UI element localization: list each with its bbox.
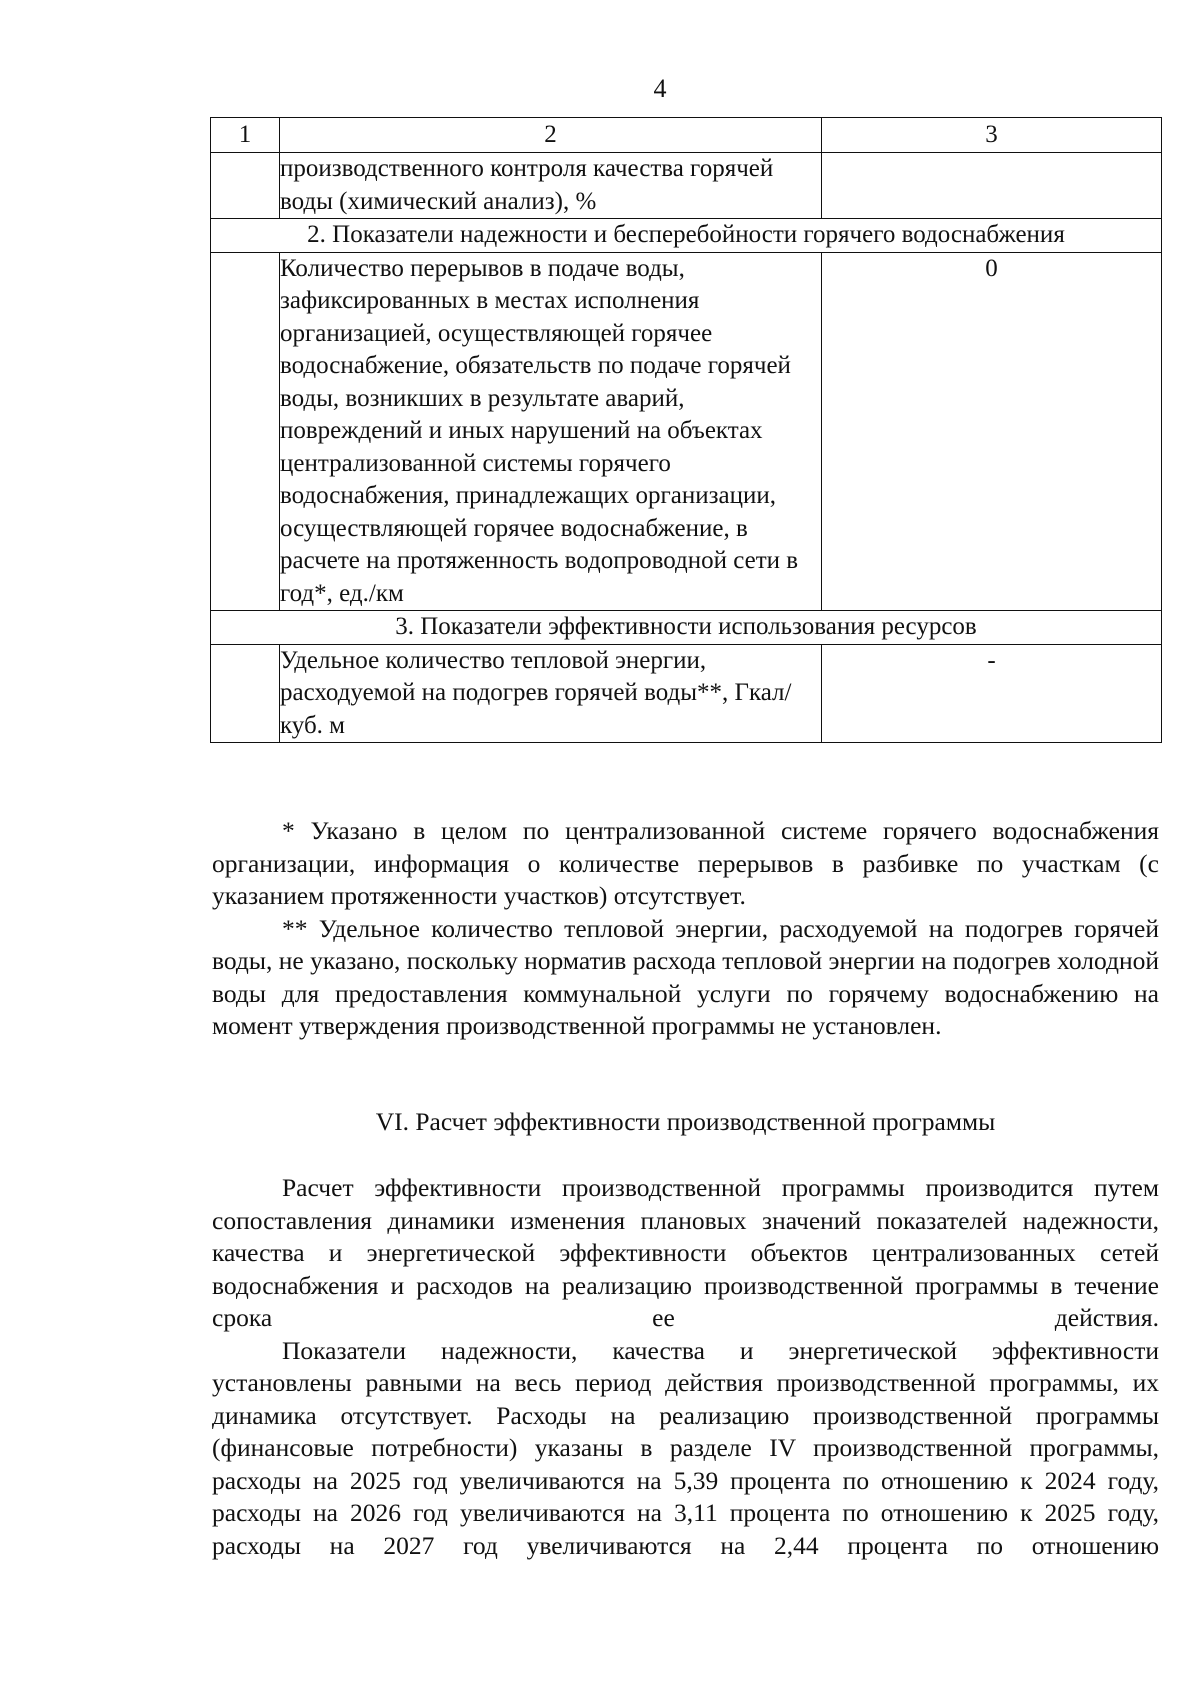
footnote: ** Удельное количество тепловой энергии, расходуемой на подогрев горячей воды, не указано, поскольку норматив расхода тепловой энергии на подогрев холодной воды для предоставления коммунальной услуги по горячему водоснабжению на момент утверждения производственной программы не установлен. xyxy=(212,913,1159,1040)
paragraph: Показатели надежности, качества и энергетической эффективности установлены равными на весь период действия производственной программы, их динамика отсутствует. Расходы на реализацию производственной программы (финансовые потребности) указаны в разделе IV производственной программы, расходы на 2025 год увеличиваются на 5,39 процента по отношению к 2024 году, расходы на 2026 год увеличиваются на 3,11 процента по отношению к 2025 году, расходы на 2027 год увеличиваются на 2,44 процента по отношению xyxy=(212,1335,1159,1560)
footnote: * Указано в целом по централизованной системе горячего водоснабжения организации, информация о количестве перерывов в разбивке по участкам (с указанием протяженности участков) отсутствует. xyxy=(212,816,1159,910)
section-heading-cell: 3. Показатели эффективности использования ресурсов xyxy=(211,611,1162,645)
indicators-table xyxy=(210,117,1162,743)
indicator-value-cell xyxy=(822,153,1162,219)
indicator-value-cell: - xyxy=(822,644,1162,743)
indicator-name-cell: производственного контроля качества горячей воды (химический анализ), % xyxy=(280,153,822,219)
row-number-cell xyxy=(211,153,280,219)
table-section-row xyxy=(211,219,1162,253)
row-number-cell xyxy=(211,252,280,611)
section-title: VI. Расчет эффективности производственной программы xyxy=(375,1107,996,1136)
table-header-cell: 2 xyxy=(280,118,822,153)
table-header-cell: 3 xyxy=(822,118,1162,153)
section-heading-cell: 2. Показатели надежности и бесперебойности горячего водоснабжения xyxy=(211,219,1162,253)
body-text xyxy=(212,1172,1159,1562)
page-number: 4 xyxy=(653,74,667,103)
indicator-name-cell: Удельное количество тепловой энергии, расходуемой на подогрев горячей воды**, Гкал/ куб. м xyxy=(280,644,822,743)
footnotes xyxy=(212,815,1159,1043)
table-header-row xyxy=(211,118,1162,153)
indicator-name-cell: Количество перерывов в подаче воды, зафиксированных в местах исполнения организацией, осуществляющей горячее водоснабжение, обязательств по подаче горячей воды, возникших в результате аварий, повреждений и иных нарушений на объектах централизованной системы горячего водоснабжения, принадлежащих организации, осуществляющей горячее водоснабжение, в расчете на протяженность водопроводной сети в год*, ед./км xyxy=(280,252,822,611)
paragraph: Расчет эффективности производственной программы производится путем сопоставления динамики изменения плановых значений показателей надежности, качества и энергетической эффективности объектов централизованных сетей водоснабжения и расходов на реализацию производственной программы в течение срока ее действия. xyxy=(212,1173,1159,1332)
indicator-value-cell: 0 xyxy=(822,252,1162,611)
table-header-cell: 1 xyxy=(211,118,280,153)
table-row xyxy=(211,644,1162,743)
table-row xyxy=(211,252,1162,611)
row-number-cell xyxy=(211,644,280,743)
table-section-row xyxy=(211,611,1162,645)
table-row xyxy=(211,153,1162,219)
